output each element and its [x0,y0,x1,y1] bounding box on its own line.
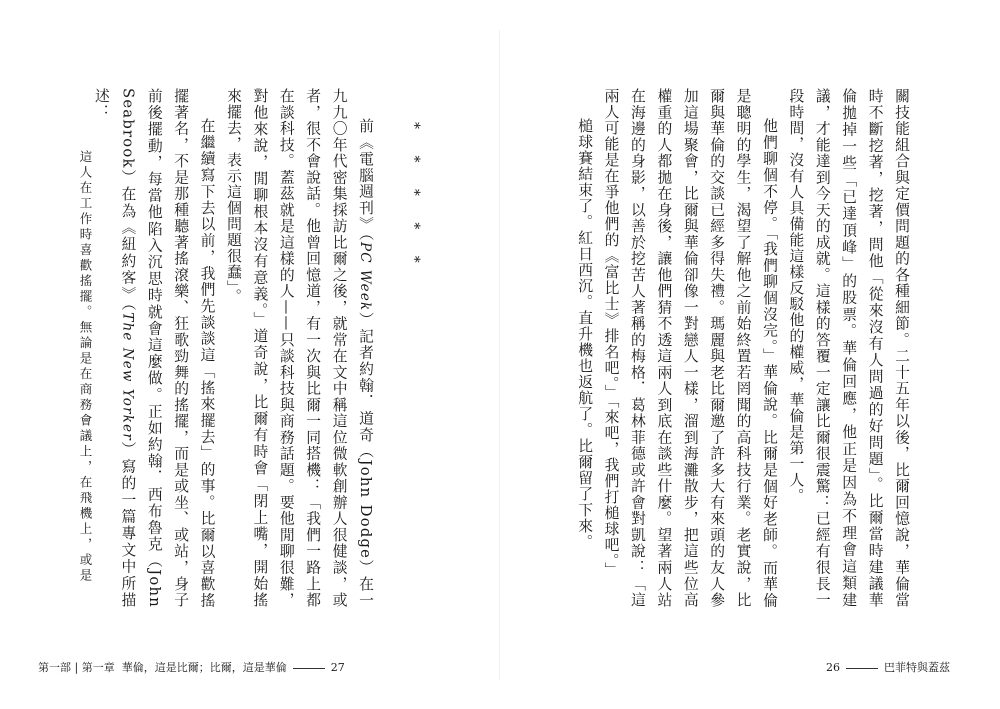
paragraph: 他們聊個不停。「我們聊個沒完。」華倫說。比爾是個好老師。而華倫是聰明的學生，渴望了解他之前始終置若罔聞的高科技行業。老實說，比爾與華倫的交談已經多得失禮。瑪麗與老比爾邀了許多大有來頭的友人參加這場聚會，比爾與華倫卻像一對戀人一樣，溜到海灘散步，把這些位高權重的人都拋在身後，讓他們猜不透這兩人到底在談些什麼。望著兩人站在海邊的身影，以善於挖苦人著稱的梅格．葛林菲德或許會對凱說：「這兩人可能是在爭他們的《富比士》排名吧。」「來吧，我們打槌球吧。」 [602,88,778,608]
page-number: 27 [330,661,345,674]
footer-book-title: 巴菲特與蓋茲 [884,661,950,674]
footer-chapter: 第一章 [81,661,115,674]
paragraph: 槌球賽結束了。紅日西沉。直升機也返航了。比爾留了下來。 [576,117,594,550]
text-run: ）記者約翰．道奇（John Dodge）在一九九〇年代密集採訪比爾之後，就常在文中稱這位微軟創辦人很健談，或者，很不會說話。他曾回憶道，有一次與比爾一同搭機：「我們一路上都在談科技。蓋茲就是這樣的人——只談科技與商務話題。要他閒聊很難，對他來說，閒聊根本沒有意義。」道奇說，比爾有時會「閉上嘴，開始搖來擺去，表示這個問題很蠢」。 [224,88,374,608]
italic-title: PC Week [357,241,373,312]
footer-chapter-title: 華倫，這是比爾；比爾，這是華倫 [121,661,287,674]
page-number: 26 [826,661,840,674]
section-separator: * * * * * [406,122,422,274]
italic-title: The New Yorker [119,312,136,442]
right-page-body [576,88,914,608]
footer-part: 第一部 [38,661,71,674]
paragraph: 關技能組合與定價問題的各種細節。二十五年以後，比爾回憶說，華倫當時不斷挖著，挖著，問他「從來沒有人問過的好問題」。比爾當時建議華倫拋掉一些「已達頂峰」的股票。華倫回應，他正是因為不理會這類建議，才能達到今天的成就。這樣的答覆一定讓比爾很震驚：已經有很長一段時間，沒有人具備能這樣反駁他的權威，華倫是第一人。 [787,88,910,608]
right-page [500,0,1000,709]
footer-rule [846,668,878,669]
paragraph [88,88,220,608]
left-running-footer [38,660,345,676]
block-quote: 這人在工作時喜歡搖擺。無論是在商務會議上，在飛機上，或是 [78,150,93,584]
text-run: ）寫的一篇專文中所描述： [92,88,137,609]
left-page-body [92,88,378,609]
footer-divider: | [71,661,82,674]
footer-rule [293,668,325,669]
text-run: 在繼續寫下去以前，我們先談談這「搖來擺去」的事。比爾以喜歡搖擺著名，不是那種聽著搖滾樂、狂歌勁舞的搖擺，而是或坐、或站，身子前後擺動，每當他陷入沉思時就會這麼做。正如約翰．西布魯克（John Seabrook）在為《紐約客》（ [119,88,216,608]
right-running-footer [826,660,950,676]
paragraph [220,88,378,608]
text-run: 前《電腦週刊》（ [357,117,374,242]
